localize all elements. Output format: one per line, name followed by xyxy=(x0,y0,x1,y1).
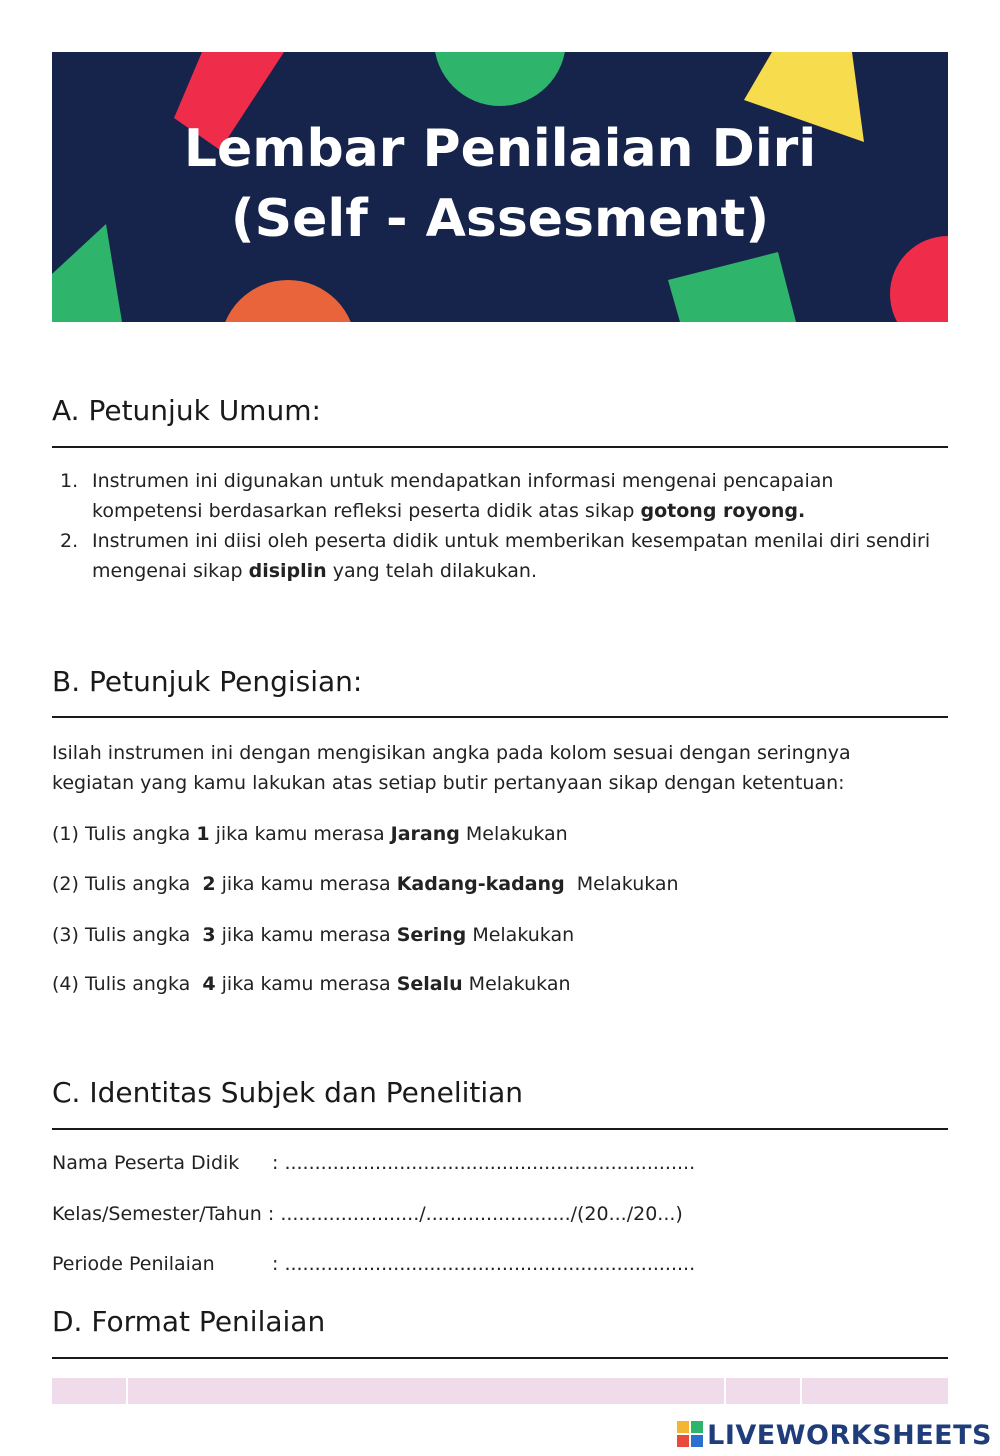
identity-field-class xyxy=(52,1199,683,1229)
scoring-rule-4 xyxy=(52,969,571,999)
rule-level: Sering xyxy=(396,924,467,946)
rule-middle: jika kamu merasa xyxy=(215,924,397,946)
table-header-cell xyxy=(802,1378,948,1404)
identity-field-period xyxy=(52,1249,695,1279)
rule-prefix: (2) Tulis angka xyxy=(52,873,203,895)
table-header-cell xyxy=(52,1378,128,1404)
list-item-number: 1. xyxy=(60,470,79,492)
identity-field-name xyxy=(52,1148,695,1178)
list-item-text: Instrumen ini digunakan untuk mendapatkan informasi mengenai pencapaian kompetensi berdasarkan refleksi peserta didik atas sikap xyxy=(92,470,834,522)
list-item-number: 2. xyxy=(60,530,79,552)
header-banner xyxy=(52,52,948,322)
field-label: Nama Peserta Didik xyxy=(52,1152,240,1174)
period-blank[interactable]: : .................................................................... xyxy=(272,1253,696,1275)
rule-number: 1 xyxy=(196,823,210,845)
rule-level: Jarang xyxy=(390,823,460,845)
section-c-divider xyxy=(52,1128,948,1130)
brand-name: LIVEWORKSHEETS xyxy=(707,1420,992,1451)
field-label: Kelas/Semester/Tahun xyxy=(52,1203,262,1225)
rule-middle: jika kamu merasa xyxy=(215,873,397,895)
rule-number: 2 xyxy=(202,873,216,895)
banner-title-line2: (Self - Assesment) xyxy=(230,189,770,249)
scoring-rule-2 xyxy=(52,869,679,899)
rule-level: Selalu xyxy=(396,973,463,995)
rule-suffix: Melakukan xyxy=(462,973,571,995)
rule-prefix: (4) Tulis angka xyxy=(52,973,203,995)
class-semester-blank[interactable]: : ......................./......................../(20.../20...) xyxy=(267,1203,683,1225)
liveworksheets-badge-icon xyxy=(677,1421,703,1447)
list-item-text-end: yang telah dilakukan. xyxy=(326,560,538,582)
green-circle-shape xyxy=(434,52,566,106)
table-header-cell xyxy=(128,1378,727,1404)
list-item xyxy=(60,526,950,586)
section-a-divider xyxy=(52,446,948,448)
rule-prefix: (3) Tulis angka xyxy=(52,924,203,946)
name-blank[interactable]: : .................................................................... xyxy=(272,1152,696,1174)
section-b-title: B. Petunjuk Pengisian: xyxy=(52,665,363,698)
general-instructions-list xyxy=(60,466,950,586)
assessment-table-header xyxy=(52,1378,948,1404)
list-item-bold: gotong royong. xyxy=(640,500,806,522)
banner-title xyxy=(52,114,948,254)
section-a-title: A. Petunjuk Umum: xyxy=(52,394,321,427)
rule-suffix: Melakukan xyxy=(564,873,679,895)
section-d-divider xyxy=(52,1357,948,1359)
list-item-bold: disiplin xyxy=(248,560,327,582)
rule-middle: jika kamu merasa xyxy=(209,823,391,845)
rule-number: 4 xyxy=(202,973,216,995)
rule-middle: jika kamu merasa xyxy=(215,973,397,995)
rule-suffix: Melakukan xyxy=(466,924,575,946)
orange-circle-shape xyxy=(220,280,356,322)
section-c-title: C. Identitas Subjek dan Penelitian xyxy=(52,1076,524,1109)
banner-title-line1: Lembar Penilaian Diri xyxy=(183,119,817,179)
scoring-rule-3 xyxy=(52,920,574,950)
rule-level: Kadang-kadang xyxy=(396,873,565,895)
section-d-title: D. Format Penilaian xyxy=(52,1305,326,1338)
list-item-text: Instrumen ini diisi oleh peserta didik untuk memberikan kesempatan menilai diri sendiri mengenai sikap xyxy=(92,530,931,582)
liveworksheets-logo[interactable] xyxy=(677,1420,992,1451)
list-item xyxy=(60,466,950,526)
rule-number: 3 xyxy=(202,924,216,946)
field-label: Periode Penilaian xyxy=(52,1253,215,1275)
rule-suffix: Melakukan xyxy=(459,823,568,845)
filling-instructions-intro: Isilah instrumen ini dengan mengisikan angka pada kolom sesuai dengan seringnya kegiatan yang kamu lakukan atas setiap butir pertanyaan sikap dengan ketentuan: xyxy=(52,742,851,794)
green-square-shape xyxy=(668,252,796,322)
scoring-rule-1 xyxy=(52,819,568,849)
section-b-divider xyxy=(52,716,948,718)
table-header-cell xyxy=(726,1378,802,1404)
rule-prefix: (1) Tulis angka xyxy=(52,823,197,845)
